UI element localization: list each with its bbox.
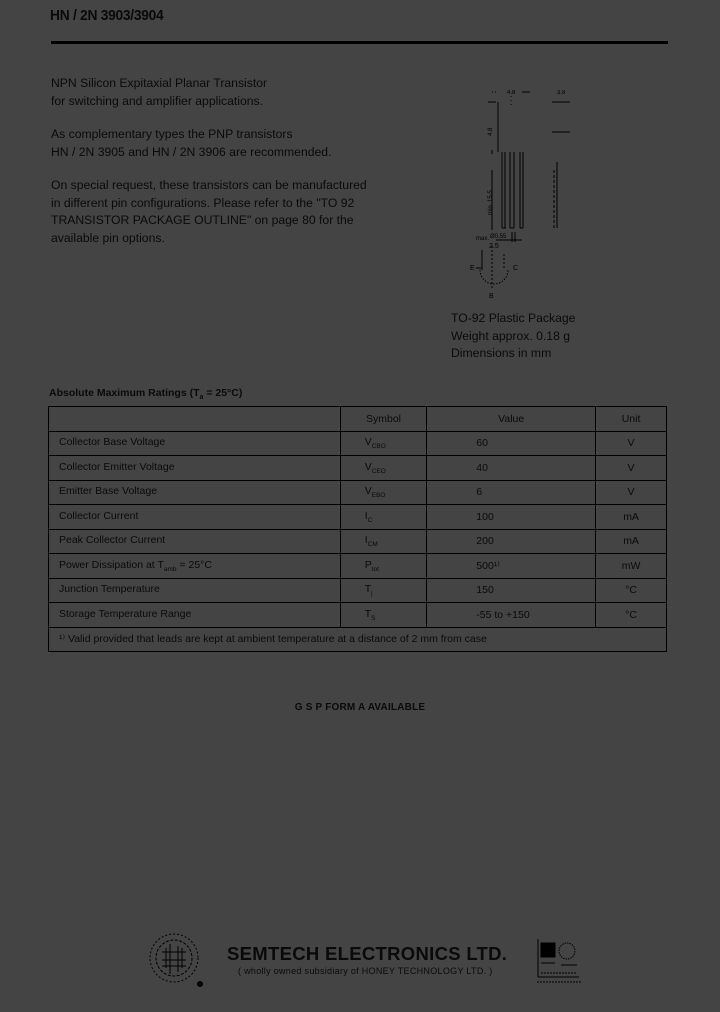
parameter-cell	[49, 603, 341, 628]
intro-line: HN / 2N 3905 and HN / 2N 3906 are recommended.	[51, 144, 332, 159]
intro-line: for switching and amplifier applications.	[51, 93, 264, 108]
package-dimensions-note: Dimensions in mm	[451, 346, 552, 360]
value-cell: 100	[427, 505, 596, 530]
parameter-cell	[49, 554, 341, 579]
svg-text:2.5: 2.5	[489, 243, 499, 250]
parameter-name: Collector Current	[59, 509, 139, 522]
unit-cell: V	[596, 480, 667, 505]
symbol-cell	[340, 431, 427, 456]
parameter-name: Collector Base Voltage	[59, 436, 166, 449]
symbol-cell	[340, 480, 427, 505]
table-row	[49, 603, 667, 628]
parameter-name: Storage Temperature Range	[59, 607, 192, 620]
symbol: V	[364, 460, 372, 473]
value-cell: 6	[427, 480, 596, 505]
package-weight: Weight approx. 0.18 g	[451, 328, 571, 343]
unit-cell: mW	[596, 554, 667, 579]
table-row	[49, 431, 667, 456]
pin-b-label: B	[489, 293, 494, 300]
symbol: T	[364, 583, 372, 596]
pin-e-label: E	[470, 265, 475, 272]
symbol: T	[364, 607, 372, 620]
symbol: V	[364, 485, 372, 498]
parameter-name: Power Dissipation at T	[59, 558, 164, 571]
parameter-name: Collector Emitter Voltage	[59, 460, 175, 473]
company-name: SEMTECH ELECTRONICS LTD.	[227, 943, 508, 964]
value-cell: 40	[427, 456, 596, 481]
pin-layout-diagram	[470, 240, 540, 300]
symbol: V	[364, 436, 372, 449]
value-cell: -55 to +150	[427, 603, 596, 628]
absolute-max-ratings-table	[48, 406, 667, 652]
header-unit: Unit	[596, 407, 667, 432]
footnote-row	[49, 627, 667, 652]
parameter-cell	[49, 529, 341, 554]
ratings-title-suffix: = 25°C)	[203, 387, 243, 399]
ratings-title-prefix: Absolute Maximum Ratings (T	[49, 387, 200, 399]
parameter-cell	[49, 578, 341, 603]
parameter-name: Junction Temperature	[59, 583, 160, 596]
symbol-cell	[340, 554, 427, 579]
value-cell: 150	[427, 578, 596, 603]
symbol-cell	[340, 505, 427, 530]
symbol-subscript: CEO	[371, 467, 386, 475]
subsidiary-note: ( wholly owned subsidiary of HONEY TECHNOLOGY LTD. )	[238, 966, 493, 976]
parameter-cell	[49, 480, 341, 505]
package-type: TO-92 Plastic Package	[451, 311, 576, 325]
header-parameter	[49, 407, 341, 432]
value-cell: 500¹⁾	[427, 554, 596, 579]
page-title: HN / 2N 3903/3904	[50, 7, 164, 24]
svg-text:4.8: 4.8	[488, 127, 494, 136]
symbol-cell	[340, 529, 427, 554]
parameter-suffix: = 25°C	[176, 558, 212, 571]
unit-cell: mA	[596, 529, 667, 554]
symbol-subscript: j	[371, 590, 373, 598]
table-row	[49, 480, 667, 505]
parameter-cell	[49, 431, 341, 456]
svg-text:Ø0.55: Ø0.55	[490, 234, 507, 240]
unit-cell: mA	[596, 505, 667, 530]
value-cell: 200	[427, 529, 596, 554]
intro-line: As complementary types the PNP transistors	[51, 127, 293, 141]
unit-cell: V	[596, 456, 667, 481]
table-row	[49, 578, 667, 603]
unit-cell: V	[596, 431, 667, 456]
parameter-cell	[49, 505, 341, 530]
ratings-title	[49, 387, 242, 401]
symbol-subscript: CBO	[371, 443, 386, 451]
table-row	[49, 529, 667, 554]
svg-text:max.: max.	[476, 236, 490, 242]
symbol: I	[364, 534, 368, 547]
intro-text	[51, 75, 371, 263]
header-value: Value	[427, 407, 596, 432]
symbol-cell	[340, 456, 427, 481]
gsp-form-notice: G S P FORM A AVAILABLE	[294, 702, 426, 713]
header-symbol: Symbol	[340, 407, 427, 432]
intro-paragraph-3	[51, 177, 371, 247]
parameter-subscript: amb	[163, 565, 177, 573]
intro-line: in different pin configurations. Please refer to the "TO 92	[51, 195, 355, 210]
symbol-subscript: C	[367, 516, 373, 524]
intro-line: available pin options.	[51, 230, 165, 245]
symbol-subscript: tot	[371, 565, 379, 573]
header-rule	[51, 41, 668, 44]
symbol: I	[364, 509, 368, 522]
unit-cell: °C	[596, 578, 667, 603]
table-header-row	[49, 407, 667, 432]
symbol-subscript: EBO	[371, 492, 386, 500]
parameter-name: Emitter Base Voltage	[59, 485, 158, 498]
symbol-cell	[340, 603, 427, 628]
svg-text:min. 15.5: min. 15.5	[488, 190, 494, 215]
ratings-title-sub: a	[199, 394, 204, 402]
intro-paragraph-2	[51, 126, 371, 161]
intro-line: TRANSISTOR PACKAGE OUTLINE" on page 80 for the	[51, 213, 354, 227]
certification-mark-icon	[537, 937, 581, 985]
table-row	[49, 456, 667, 481]
semtech-logo-icon	[148, 932, 204, 988]
value-cell: 60	[427, 431, 596, 456]
pin-c-label: C	[513, 265, 519, 272]
table-row	[49, 505, 667, 530]
to92-package-drawing	[450, 90, 610, 260]
table-row	[49, 554, 667, 579]
intro-line: On special request, these transistors can be manufactured	[51, 178, 367, 192]
parameter-name: Peak Collector Current	[59, 534, 166, 547]
unit-cell: °C	[596, 603, 667, 628]
package-caption	[451, 310, 575, 363]
symbol: P	[364, 558, 372, 571]
symbol-subscript: S	[371, 614, 376, 622]
intro-line: NPN Silicon Expitaxial Planar Transistor	[51, 76, 268, 90]
footnote: ¹⁾ Valid provided that leads are kept at ambient temperature at a distance of 2 mm from case	[49, 627, 667, 652]
parameter-cell	[49, 456, 341, 481]
intro-paragraph-1	[51, 75, 371, 110]
symbol-subscript: CM	[367, 541, 378, 549]
symbol-cell	[340, 578, 427, 603]
dim-depth-label: 3.8	[557, 90, 566, 96]
dim-width-label: 4.8	[507, 90, 516, 96]
